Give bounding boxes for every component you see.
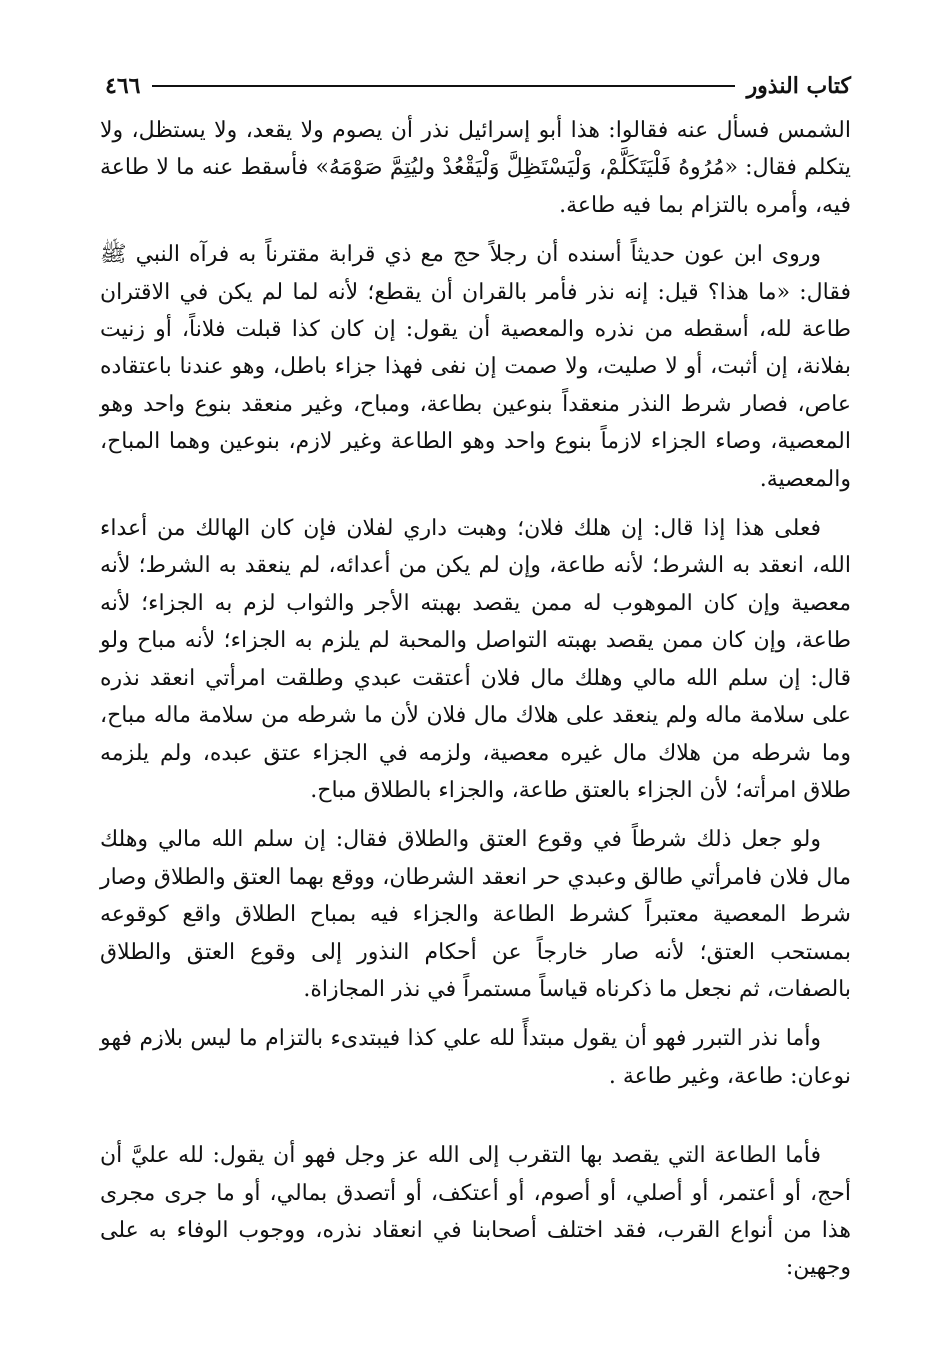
paragraph-2: وروى ابن عون حديثاً أسنده أن رجلاً حج مع ذي قرابة مقترناً به فرآه النبي ﷺ فقال: «ما هذا؟ قيل: إنه نذر فأمر بالقران أن يقطع؛ لأنه لما لم يكن في الاقتران طاعة لله، أسقطه من نذره والمعصية أن يقول: إن كان كذا قبلت فلاناً، أو زنيت بفلانة، إن أثبت، أو لا صليت، ولا صمت إن نفى فهذا جزاء باطل، وهو عندنا باعتقاده عاص، فصار شرط النذر منعقداً بنوعين بطاعة، ومباح، وغير منعقد بنوع واحد وهو المعصية، وصاء الجزاء لازماً بنوع واحد وهو الطاعة وغير لازم، بنوعين وهما المباح، والمعصية. [100,242,851,492]
paragraph-1: الشمس فسأل عنه فقالوا: هذا أبو إسرائيل نذر أن يصوم ولا يقعد، ولا يستظل، ولا يتكلم فقال: «مُرُوهُ فَلْيَتَكَلَّمْ، وَلْيَسْتَظِلَّ وَلْيَقْعُدْ وليُتِمَّ صَوْمَهُ» فأسقط عنه ما لا طاعة فيه، وأمره بالتزام بما فيه طاعة. [100,118,851,218]
header-rule [152,85,734,87]
paragraph-6: فأما الطاعة التي يقصد بها التقرب إلى الله عز وجل فهو أن يقول: لله عليَّ أن أحج، أو أعتمر، أو أصلي، أو أصوم، أو أعتكف، أو أتصدق بمالي، أو ما جرى مجرى هذا من أنواع القرب، فقد اختلف أصحابنا في انعقاد نذره، ووجوب الوفاء به على وجهين: [100,1143,851,1281]
paragraph-5: وأما نذر التبرر فهو أن يقول مبتدأً لله علي كذا فيبتدىء بالتزام ما ليس بلازم فهو نوعان: طاعة، وغير طاعة . [100,1026,851,1089]
page-body [100,112,851,1287]
page-number: ٤٦٦ [105,73,141,99]
paragraph-4: ولو جعل ذلك شرطاً في وقوع العتق والطلاق فقال: إن سلم الله مالي وهلك مال فلان فامرأتي طالق وعبدي حر انعقد الشرطان، ووقع بهما العتق والطلاق وصار شرط المعصية معتبراً كشرط الطاعة والجزاء فيه بمباح الطلاق واقع كوقوعه بمستحب العتق؛ لأنه صار خارجاً عن أحكام النذور إلى وقوع العتق والطلاق بالصفات، ثم نجعل ما ذكرناه قياساً مستمراً في نذر المجازاة. [100,827,851,1002]
chapter-title: كتاب النذور [746,73,851,99]
running-header [105,68,851,104]
paragraph-3: فعلى هذا إذا قال: إن هلك فلان؛ وهبت داري لفلان فإن كان الهالك من أعداء الله، انعقد به الشرط؛ لأنه طاعة، وإن لم يكن من أعدائه، لم ينعقد به الشرط؛ لأنه معصية وإن كان الموهوب له ممن يقصد بهبته الأجر والثواب لزم به الجزاء؛ لأنه طاعة، وإن كان ممن يقصد بهبته التواصل والمحبة لم يلزم به الجزاء؛ لأنه مباح ولو قال: إن سلم الله مالي وهلك مال فلان أعتقت عبدي وطلقت امرأتي انعقد نذره على سلامة ماله ولم ينعقد على هلاك مال فلان لأن ما شرطه من سلامة ماله مباح، وما شرطه من هلاك مال غيره معصية، ولزمه في الجزاء عتق عبده، ولم يلزمه طلاق امرأته؛ لأن الجزاء بالعتق طاعة، والجزاء بالطلاق مباح. [100,516,851,803]
